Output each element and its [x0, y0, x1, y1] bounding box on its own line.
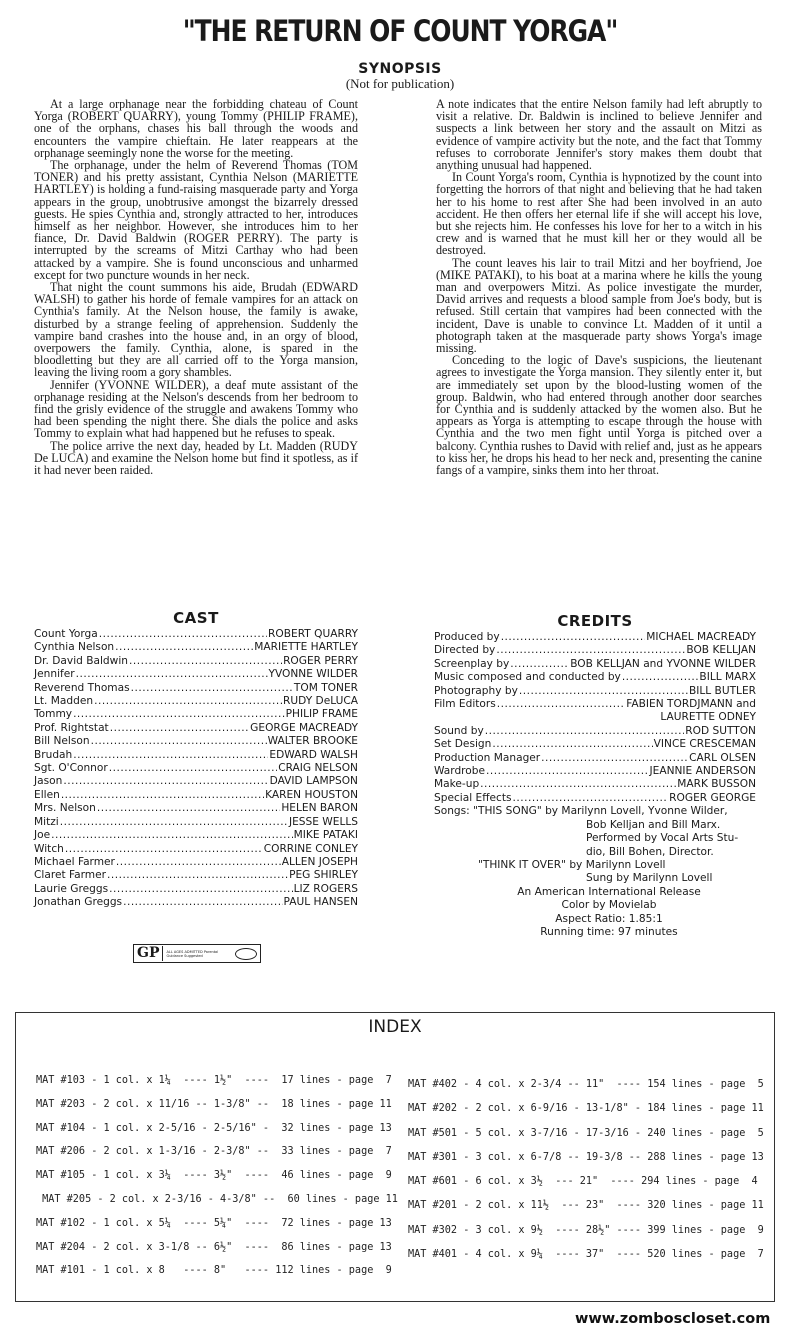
cast-actor: RUDY DeLUCA: [283, 695, 358, 708]
gp-rating-badge: [133, 944, 261, 963]
cast-role: Joe: [34, 829, 51, 842]
leader-dots: [97, 802, 280, 815]
synopsis-paragraph: Conceding to the logic of Dave's suspicions, the lieutenant agrees to investigate the Yorga mansion. They silently enter it, but are immediately set upon by the blood-lusting women of the group. Baldwin, who had entered through another door searches for Cynthia and is suddenly attacked by the women also. But he appears as Yorga is attempting to escape through the house with Cynthia and the two men fight until Yorga is pitched over a balcony. Cynthia rushes to David with relief and, just as he appears to kiss her, he drops his head to her neck and, presenting the canine fangs of a vampire, sinks them into her throat.: [436, 353, 762, 478]
credit-name: CARL OLSEN: [689, 751, 756, 764]
cast-role: Tommy: [34, 708, 73, 721]
credit-role: Production Manager: [434, 751, 541, 764]
leader-dots: [76, 668, 268, 681]
credit-name: FABIEN TORDJMANN and: [626, 698, 756, 711]
leader-dots: [129, 655, 282, 668]
website-url: www.zomboscloset.com: [575, 1311, 771, 1327]
cast-row: [34, 655, 358, 668]
index-entry: MAT #601 - 6 col. x 3½ --- 21" ---- 294 lines - page 4: [408, 1176, 758, 1188]
leader-dots: [496, 644, 685, 657]
cast-row: [34, 856, 358, 869]
cast-row: [34, 682, 358, 695]
cast-row: [34, 641, 358, 654]
index-box: [15, 1012, 775, 1302]
credit-row: [434, 671, 756, 684]
leader-dots: [109, 883, 293, 896]
leader-dots: [99, 628, 267, 641]
cast-row: [34, 749, 358, 762]
cast-row: [34, 816, 358, 829]
index-entry: MAT #204 - 2 col. x 3-1/8 -- 6½" ---- 86 lines - page 13: [36, 1241, 392, 1253]
running-time: Running time: 97 minutes: [540, 925, 678, 938]
cast-row: [34, 789, 358, 802]
leader-dots: [73, 708, 285, 721]
leader-dots: [110, 722, 249, 735]
cast-actor: ROBERT QUARRY: [268, 628, 358, 640]
cast-role: Bill Nelson: [34, 735, 90, 748]
credit-row: [434, 778, 756, 791]
leader-dots: [73, 749, 268, 762]
cast-role: Jason: [34, 775, 63, 788]
cast-row: [34, 762, 358, 775]
cast-role: Cynthia Nelson: [34, 641, 115, 654]
index-entry: MAT #102 - 1 col. x 5¼ ---- 5¼" ---- 72 lines - page 13: [36, 1217, 392, 1229]
songs-line: Performed by Vocal Arts Stu-: [586, 832, 739, 845]
leader-dots: [131, 682, 293, 695]
cast-row: [34, 802, 358, 815]
credit-row: [434, 792, 756, 805]
index-entry: MAT #201 - 2 col. x 11½ --- 23" ---- 320 lines - page 11: [408, 1200, 764, 1212]
cast-actor: ALLEN JOSEPH: [281, 855, 358, 868]
cast-actor: YVONNE WILDER: [268, 668, 358, 681]
cast-actor: PAUL HANSEN: [283, 896, 358, 909]
credit-row: [434, 685, 756, 698]
credit-row: [434, 765, 756, 778]
index-right-column: [408, 1079, 764, 1273]
cast-actor: CORRINE CONLEY: [263, 842, 358, 855]
cast-role: Jonathan Greggs: [34, 896, 123, 909]
cast-row: [34, 735, 358, 748]
credits-list: [434, 631, 756, 939]
cast-role: Sgt. O'Connor: [34, 762, 108, 775]
cast-row: [34, 869, 358, 882]
credit-name: BOB KELLJAN: [686, 644, 756, 657]
cast-role: Jennifer: [34, 668, 75, 681]
leader-dots: [485, 725, 685, 738]
index-entry: MAT #105 - 1 col. x 3¼ ---- 3½" ---- 46 lines - page 9: [36, 1170, 392, 1182]
release-credit: An American International Release: [517, 885, 701, 898]
credit-role: Make-up: [434, 778, 480, 791]
color-credit: Color by Movielab: [561, 899, 657, 912]
cast-actor: CRAIG NELSON: [278, 762, 358, 775]
cast-role: Mrs. Nelson: [34, 802, 96, 815]
index-entry: MAT #302 - 3 col. x 9½ ---- 28½" ---- 399 lines - page 9: [408, 1224, 764, 1236]
leader-dots: [510, 658, 569, 671]
cast-row: [34, 829, 358, 842]
cast-role: Michael Farmer: [34, 855, 115, 868]
credit-role: Produced by: [434, 631, 500, 643]
credit-name: BOB KELLJAN and YVONNE WILDER: [570, 657, 756, 670]
credit-name: BILL MARX: [699, 671, 756, 684]
leader-dots: [61, 789, 264, 802]
credit-row: [434, 752, 756, 765]
cast-role: Mitzi: [34, 815, 59, 828]
cast-role: Claret Farmer: [34, 869, 106, 882]
cast-role: Brudah: [34, 748, 73, 761]
cast-actor: MARIETTE HARTLEY: [254, 641, 358, 654]
cast-actor: ROGER PERRY: [283, 654, 358, 667]
songs-line: dio, Bill Bohen, Director.: [586, 845, 714, 858]
index-entry: MAT #401 - 4 col. x 9¼ ---- 37" ---- 520 lines - page 7: [408, 1249, 764, 1261]
index-left-column: [36, 1075, 398, 1289]
leader-dots: [94, 695, 282, 708]
credit-name: BILL BUTLER: [688, 684, 756, 697]
songs-line: Sung by Marilynn Lovell: [586, 872, 713, 885]
credit-role: Sound by: [434, 724, 484, 737]
cast-actor: EDWARD WALSH: [269, 748, 358, 761]
cast-actor: LIZ ROGERS: [293, 882, 358, 895]
rating-text: ALL AGES ADMITTED Parental Guidance Suggested: [166, 949, 219, 958]
leader-dots: [65, 843, 263, 856]
cast-actor: TOM TONER: [293, 681, 358, 694]
cast-row: [34, 708, 358, 721]
cast-row: [34, 668, 358, 681]
cast-role: Lt. Madden: [34, 695, 94, 708]
leader-dots: [519, 685, 688, 698]
synopsis-paragraph: Jennifer (YVONNE WILDER), a deaf mute assistant of the orphanage residing at the Nelson's descends from her bedroom to find the grisly evidence of the struggle and awakens Tommy who had been spending the night there. She dials the police and asks Tommy to explain what had happened but he refuses to speak.: [34, 377, 358, 441]
leader-dots: [513, 792, 669, 805]
leader-dots: [541, 752, 688, 765]
index-entry: MAT #104 - 1 col. x 2-5/16 - 2-5/16" - 32 lines - page 13: [36, 1122, 392, 1134]
index-entry: MAT #301 - 3 col. x 6-7/8 -- 19-3/8 -- 288 lines - page 13: [408, 1151, 764, 1163]
cast-role: Count Yorga: [34, 628, 98, 640]
credit-row: [434, 698, 756, 711]
credit-row: [434, 658, 756, 671]
cast-role: Ellen: [34, 788, 60, 801]
credit-role: Directed by: [434, 644, 496, 657]
not-for-publication-note: (Not for publication): [345, 76, 455, 91]
credit-row: [434, 631, 756, 644]
credit-role: Special Effects: [434, 791, 512, 804]
leader-dots: [501, 631, 646, 644]
songs-line: Songs: "THIS SONG" by Marilynn Lovell, Yvonne Wilder,: [434, 805, 728, 818]
leader-dots: [109, 762, 277, 775]
cast-row: [34, 896, 358, 909]
cast-row: [34, 883, 358, 896]
leader-dots: [91, 735, 267, 748]
songs-line: Bob Kelljan and Bill Marx.: [586, 818, 721, 831]
credit-name: ROD SUTTON: [685, 724, 756, 737]
credit-row: [434, 725, 756, 738]
synopsis-paragraph: A note indicates that the entire Nelson family had left abruptly to visit a relative. Dr. Baldwin is inclined to believe Jennifer and suspects a link between her story and the assault on Mitzi as evidence of vampire activity but the note, and the fact that Tommy refuses to corroborate Jennifer's story makes them doubt that anything unusual had happened.: [436, 97, 762, 173]
index-entry: MAT #205 - 2 col. x 2-3/16 - 4-3/8" -- 60 lines - page 11: [36, 1193, 398, 1205]
page-title: "THE RETURN OF COUNT YORGA": [182, 14, 618, 48]
cast-actor: DAVID LAMPSON: [269, 775, 358, 788]
leader-dots: [107, 869, 288, 882]
index-entry: MAT #206 - 2 col. x 1-3/16 - 2-3/8" -- 33 lines - page 7: [36, 1146, 392, 1158]
cast-actor: HELEN BARON: [281, 802, 358, 815]
credit-name: ROGER GEORGE: [669, 791, 756, 804]
credit-row: [434, 644, 756, 657]
synopsis-paragraph: The count leaves his lair to trail Mitzi and her boyfriend, Joe (MIKE PATAKI), to his boat at a marina where he kills the young man and overpowers Mitzi. As police investigate the murder, David arrives and requests a blood sample from Joe's body, but is refused. Still certain that vampires had been connected with the incident, Dave is unable to convince Lt. Madden of it until a photograph taken at the masquerade party shows Yorga's image missing.: [436, 255, 762, 356]
cast-row: [34, 628, 358, 641]
leader-dots: [116, 856, 281, 869]
index-entry: MAT #202 - 2 col. x 6-9/16 - 13-1/8" - 184 lines - page 11: [408, 1103, 764, 1115]
credit-role: Screenplay by: [434, 657, 510, 670]
mpaa-seal-icon: [235, 948, 257, 960]
leader-dots: [63, 775, 268, 788]
credit-name: MARK BUSSON: [677, 778, 756, 791]
leader-dots: [123, 896, 282, 909]
index-entry: MAT #501 - 5 col. x 3-7/16 - 17-3/16 - 240 lines - page 5: [408, 1127, 764, 1139]
cast-actor: MIKE PATAKI: [293, 829, 358, 842]
cast-row: [34, 695, 358, 708]
credits-heading: CREDITS: [557, 612, 633, 630]
leader-dots: [497, 698, 625, 711]
leader-dots: [492, 738, 652, 751]
cast-actor: KAREN HOUSTON: [265, 788, 358, 801]
cast-role: Dr. David Baldwin: [34, 654, 128, 667]
credit-role: Film Editors: [434, 698, 496, 711]
cast-actor: PEG SHIRLEY: [289, 869, 358, 882]
credit-role: Set Design: [434, 738, 492, 751]
credit-row: [434, 738, 756, 751]
aspect-ratio: Aspect Ratio: 1.85:1: [555, 912, 663, 925]
cast-heading: CAST: [173, 609, 219, 627]
leader-dots: [486, 765, 648, 778]
credit-name: VINCE CRESCEMAN: [653, 738, 756, 751]
credit-name: JEANNIE ANDERSON: [649, 765, 756, 778]
credit-role: Photography by: [434, 684, 518, 697]
synopsis-paragraph: That night the count summons his aide, Brudah (EDWARD WALSH) to gather his horde of female vampires for an attack on Cynthia's family. At the Nelson house, the family is awake, disturbed by a strange feeling of apprehension. Suddenly the vampire band crashes into the house and, in an orgy of blood, overpowers the family. Cynthia, alone, is spared in the bloodletting but they are all carried off to the Yorga mansion, leaving the living room a gory shambles.: [34, 280, 358, 380]
synopsis-paragraph: In Count Yorga's room, Cynthia is hypnotized by the count into forgetting the horrors of that night and believing that he had taken her to his home to rest after She had been involved in an auto accident. He then offers her eternal life if she will accept his love, but she rejects him. He confesses his love for her to a witch in his crew and is warned that he must kill her or they would all be destroyed.: [436, 170, 762, 258]
credit-name: MICHAEL MACREADY: [646, 631, 756, 643]
index-entry: MAT #103 - 1 col. x 1¼ ---- 1½" ---- 17 lines - page 7: [36, 1075, 392, 1086]
songs-credit: [434, 805, 756, 885]
leader-dots: [480, 778, 676, 791]
cast-row: [34, 775, 358, 788]
cast-actor: WALTER BROOKE: [267, 735, 358, 748]
leader-dots: [60, 816, 288, 829]
cast-actor: JESSE WELLS: [288, 815, 358, 828]
index-entry: MAT #203 - 2 col. x 11/16 -- 1-3/8" -- 18 lines - page 11: [36, 1098, 392, 1110]
leader-dots: [115, 641, 253, 654]
synopsis-right-column: [436, 98, 762, 476]
cast-role: Laurie Greggs: [34, 882, 109, 895]
synopsis-paragraph: At a large orphanage near the forbidding chateau of Count Yorga (ROBERT QUARRY), young Tommy (PHILIP FRAME), one of the orphans, chases his ball through the woods and encounters the vampire chieftain. He later reappears at the orphanage seemingly none the worse for the meeting.: [34, 97, 358, 160]
cast-role: Reverend Thomas: [34, 681, 130, 694]
rating-code: GP: [134, 946, 163, 961]
cast-row: [34, 843, 358, 856]
credit-role: Wardrobe: [434, 765, 486, 778]
cast-actor: PHILIP FRAME: [285, 708, 358, 721]
credit-name-continued: LAURETTE ODNEY: [660, 711, 756, 724]
cast-list: [34, 628, 358, 910]
synopsis-paragraph: The orphanage, under the helm of Reverend Thomas (TOM TONER) and his pretty assistant, Cynthia Nelson (MARIETTE HARTLEY) is holding a fund-raising masquerade party and Yorga appears in the group, unobtrusive amongst the bizarrely dressed guests. He spies Cynthia and, strongly attracted to her, introduces himself as her neighbor. However, she introduces him to her fiance, Dr. David Baldwin (ROGER PERRY). The party is interrupted by the screams of Mitzi Carthay who had been attacked by a vampire. She is found unconscious and unharmed except for two puncture wounds in her neck.: [34, 158, 358, 282]
credit-role: Music composed and conducted by: [434, 671, 621, 684]
index-heading: INDEX: [368, 1017, 422, 1037]
synopsis-heading: SYNOPSIS: [358, 61, 442, 77]
leader-dots: [622, 671, 699, 684]
index-entry: MAT #101 - 1 col. x 8 ---- 8" ---- 112 lines - page 9: [36, 1265, 392, 1277]
songs-line: "THINK IT OVER" by Marilynn Lovell: [478, 858, 666, 871]
synopsis-paragraph: The police arrive the next day, headed by Lt. Madden (RUDY De LUCA) and examine the Nelson home but find it spotless, as if it had never been raided.: [34, 438, 358, 478]
index-entry: MAT #402 - 4 col. x 2-3/4 -- 11" ---- 154 lines - page 5: [408, 1079, 764, 1090]
leader-dots: [51, 829, 293, 842]
cast-role: Prof. Rightstat: [34, 721, 109, 734]
synopsis-left-column: [34, 98, 358, 476]
cast-actor: GEORGE MACREADY: [250, 721, 358, 734]
cast-row: [34, 722, 358, 735]
cast-role: Witch: [34, 842, 64, 855]
